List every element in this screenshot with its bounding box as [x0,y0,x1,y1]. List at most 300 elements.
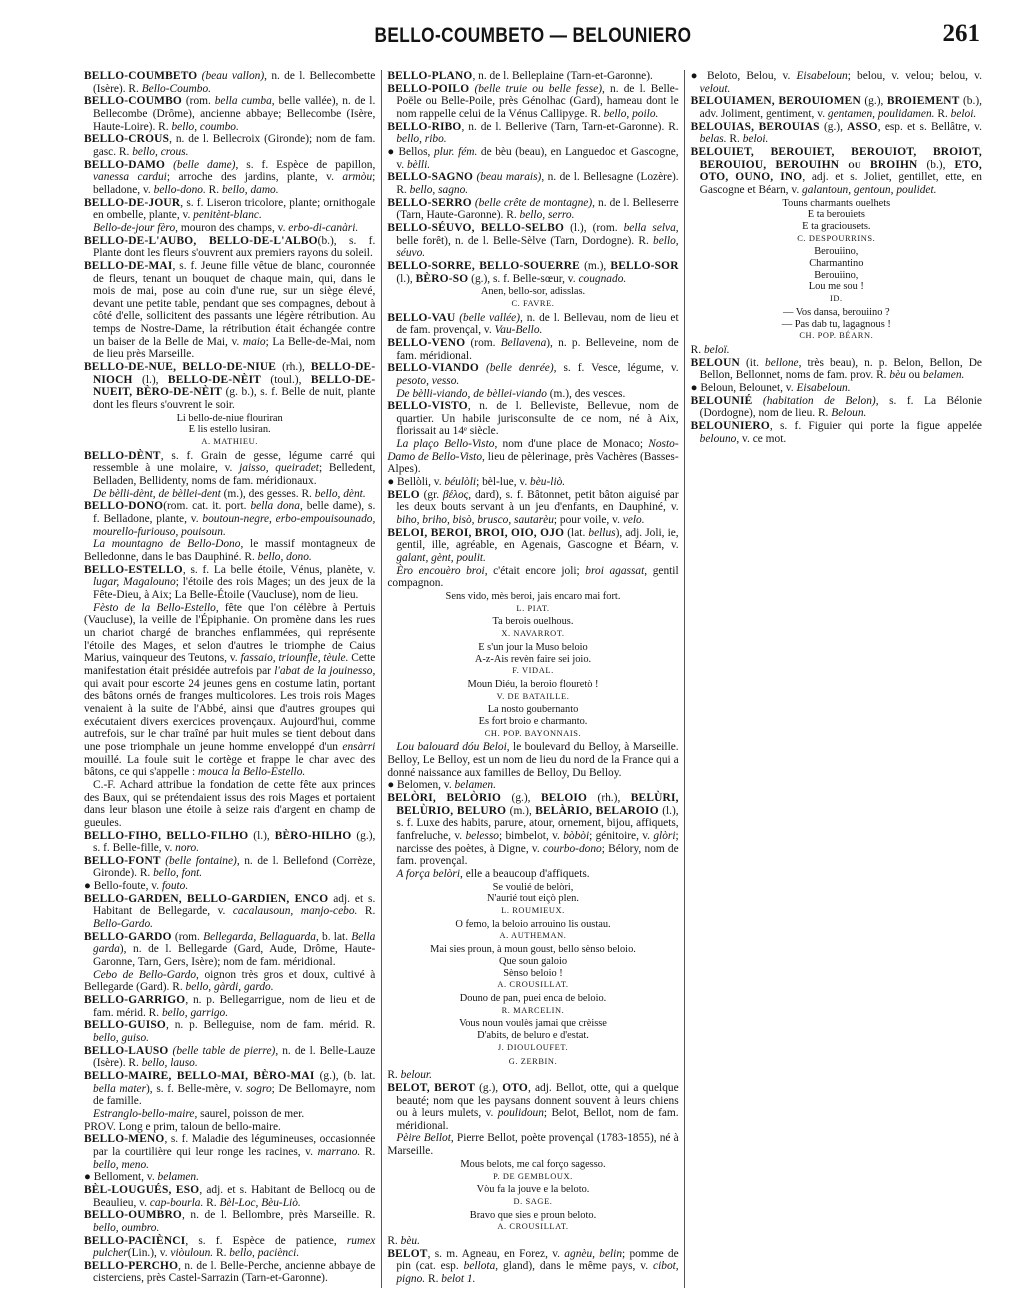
quotation-author: A. AUTHEMAN. [499,931,567,941]
text: ; bimbelot, v. [498,830,564,843]
italic-text: galant, gènt, poulit. [396,552,486,565]
italic-text: bello, poilo. [603,107,659,120]
headword: BELLO-GARRIGO [84,994,186,1007]
text: (m.), [579,259,611,272]
entry-c1-damo [84,159,375,197]
entry-c1-festo [84,602,375,779]
quotation-c3-q-piat [387,591,678,614]
text: ; arroche des jardins, plante, v. [166,171,343,184]
quotation-author: J. DIOULOUFET. [497,1042,569,1052]
text: Cette manifestation était présidée autrefois par [84,652,376,677]
headword: BELLO-GUISO [84,1019,166,1032]
quotation-author: L. ROUMIEUX. [501,906,565,916]
headword: BÈRO-HILHO [274,829,352,842]
quotation-line: Mous belots, me cal forço sagesso. [460,1158,606,1170]
italic-text: bella dona [250,500,300,513]
italic-text: cacalausoun, manjo-cebo. [232,905,358,918]
text: , s. f. Figuier qui porte la figue appelée [769,419,982,432]
italic-text: galantoun, gentoun, poulidet. [802,183,937,196]
italic-text: bello, dono. [257,551,312,564]
italic-text: (belle denrée) [478,362,554,375]
text: (l.), [248,829,275,842]
entry-c2-prov [84,1121,375,1134]
headword: BELÒRI, BELÒRIO [387,792,502,805]
text: ), s. f. Belle-mère, v. [146,1082,247,1095]
italic-text: La plaço Bello-Visto [396,438,495,451]
italic-text: bòbòi [563,830,590,843]
text: (m.), des gesses. R. [220,487,315,500]
text: , s. f. Espèce de patience, [185,1234,347,1247]
headword: BELOIO [540,792,588,805]
entry-c2-guiso [84,1019,375,1044]
text: , mouron des champs, v. [175,221,289,234]
entry-c1-mountagno [84,538,375,563]
text: R. [387,1069,401,1082]
quotation-line: Vous noun voulès jamai que crèisse [459,1018,607,1030]
text: , c'était encore joli; [484,564,586,577]
text: , n. de l. Belleviste, Bellevue, nom de quartier. Un habile jurisconsulte de ce nom, né à Aix, florissait au 14ᵉ siècle. [396,400,679,438]
quotation-c3-q-zerbin [387,1056,678,1068]
headword: BELLO-MENO [84,1133,165,1146]
text: , le massif montagneux de Belledonne, dans le bas Dauphiné. R. [84,538,376,564]
text: ; bèl-lue, v. [476,476,531,489]
text: R. [387,1235,401,1248]
text: , s. f. La belle étoile, Vénus, planète, v. [182,563,376,576]
headword: BELLO-PACIÈNCI [84,1234,186,1247]
text: (l.), [132,373,168,386]
entry-c1-crous [84,133,375,158]
quotation-author: V. DE BATAILLE. [496,691,570,701]
text: , adj. et s. Habitant de Bellocq ou de Beaulieu, v. [93,1183,376,1209]
italic-text: Èro encouèro broi [396,564,485,577]
italic-text: Beloun. [831,407,867,420]
entry-c1-coumbeto [84,70,375,95]
entry-c3-beloun [691,357,982,382]
entry-c3-pere-bellot [387,1132,678,1157]
entry-c3-belouniero [691,420,982,445]
italic-text: bèu [889,369,906,382]
italic-text: Bello-Coumbo. [141,82,212,95]
italic-text: bello-dono. [153,183,206,196]
italic-text: broi agassat [585,564,645,577]
text: , nom d'une place de Monaco; [494,438,649,451]
headword: BELLO-DE-JOUR [84,196,181,209]
italic-text: Bellavena [500,336,547,349]
text: , oignon très gros et doux, cultivé à Bellegarde (Gard). R. [84,968,376,994]
headword: BELLO-DAMO [84,158,166,171]
entry-c3-belot2 [387,1248,678,1286]
italic-text: vanessa cardui [93,171,167,184]
entry-c3-beloun2 [691,382,982,395]
quotation-line: Li bello-de-niue flouriran [176,412,283,424]
text: (rh.), [276,361,311,374]
page-number: 261 [942,20,980,47]
text: , n. de l. Belle-Poële ou Belle-Poile, près Génolhac (Gard), hameau dont le nom rappelle celui de la Vénus Callipyge. R. [396,82,679,120]
text: ● Beloun, Belounet, v. [690,381,797,394]
entry-c2-lougues [84,1184,375,1209]
quotation-line: Anen, bello-sor, adisslas. [480,286,586,298]
italic-text: bèu-liò. [530,476,566,489]
italic-text: bella selva [623,221,676,234]
quotation-line: — Pas dab tu, lagagnous ! [781,318,891,330]
text: (b.), [917,158,955,171]
text: , s. f. Maladie des légumineuses, occasionnée par la courtilière qui leur ronge les racines, v. [93,1133,376,1158]
italic-text: bèlli. [406,158,431,171]
headword: BELOUNIÉ [690,394,753,407]
entry-c2-oumbro [84,1209,375,1234]
italic-text: (habitation de Belon) [752,394,876,407]
text: , le boulevard du Belloy, à Marseille. Belloy, Le Belloy, est un nom de lieu du nord de la France qui a donné naissance aux familles de Belloy, Du Belloy. [387,741,679,779]
entry-c1-garden [84,893,375,931]
italic-text: (belle truie ou belle fesse) [469,82,602,95]
italic-text: bellota [463,1260,496,1273]
italic-text: penitènt-blanc. [193,209,262,222]
headword: BELLO-SOR [610,259,679,272]
text: R. [357,905,376,918]
entry-c1-achard [84,779,375,830]
italic-text: (belle dame) [165,158,236,171]
quotation-c3-q-bataille [387,679,678,702]
text: (rom. [465,336,501,349]
quotation-c3-q-dioulouffet [387,1018,678,1053]
italic-text: armòu [342,171,373,184]
text: , très beau), n. p. Belon, Bellon, De Bellon, Bellonnet, noms de fam. prov. R. [699,356,982,382]
text: , gland), dans le même pays, v. [495,1260,654,1273]
entry-c2-percho [84,1260,375,1285]
text: ; pomme de pin (cat. esp. [396,1247,679,1273]
text: , dard), s. f. Bâtonnet, petit bâton aiguisé par les deux bouts servant à un jeu d'enfants, en Dauphiné, v. [396,488,679,514]
italic-text: Bèl-Loc, Bèu-Liò. [219,1196,301,1209]
italic-text: Bello-de-jour fèro [93,221,176,234]
headword: BÈL-LOUGUÉS, ESO [84,1183,200,1196]
entry-c2-veno [387,337,678,362]
text: de bèu (beau), en Languedoc et Gascogne, v. [396,145,679,171]
text: , esp. et s. Bellâtre, v. [877,120,982,133]
italic-text: cougnado. [578,272,627,285]
italic-text: Lou balouard dóu Beloi [396,741,507,754]
italic-text: bello, lauso. [141,1057,198,1070]
italic-text: beloi. [742,133,769,146]
entry-c2-ero [387,565,678,590]
entry-c1-font [84,855,375,880]
text: R. [213,1247,230,1260]
quotation-line: Touns charmants ouelhets [782,197,891,209]
text: ; Belot, Bellot, nom de fam. méridional. [396,1107,679,1132]
quotation-line: Mai sies proun, à moun goust, bello sènso beloio. [430,944,636,956]
italic-text: (belle vallée) [455,311,521,324]
italic-text: courbo-dono [542,842,602,855]
text: (rom. [171,930,204,943]
entry-c1-estello [84,564,375,602]
headword: BELLO-LAUSO [84,1044,169,1057]
text: (g.), [475,1081,503,1094]
text: (Lin.), v. [127,1247,171,1260]
headword: BELLO-SERRO [387,196,472,209]
italic-text: biho, briho, bisò, brusco, sautarèu [396,514,554,527]
headword: BROIEMENT [886,95,960,108]
italic-text: bello, meno. [93,1158,149,1171]
italic-text: Pèire Bellot [396,1132,451,1145]
text: ; belou, v. velou; belou, v. [847,70,982,82]
quotation-author: A. CROUSILLAT. [497,1222,569,1232]
italic-text: belot 1. [441,1272,476,1285]
headword: BELLO-SAGNO [387,171,474,184]
entry-c2-poilo [387,83,678,121]
text: , n. de l. Bellecombette (Isère). R. [93,70,376,95]
italic-text: fassaio, triounfle, tèule. [240,652,349,665]
italic-text: belesso [465,830,499,843]
text: ), n. de l. Bellegarde (Gard, Aude, Drôme, Haute-Garonne, Tarn, Gers, Isère); nom de fam. méridional. [93,943,376,969]
headword: BELLO-RIBO [387,120,462,133]
entry-c2-pacienci [84,1235,375,1260]
italic-text: bellus [588,526,616,539]
running-title: BELLO-COUMBETO — BELOUNIERO [374,24,692,47]
entry-c3-belouiet [691,146,982,197]
italic-text: maio [242,335,266,348]
headword: BELOUNIERO [690,419,770,432]
italic-text: belamen. [454,779,496,792]
text: ), adj. Joli, ie, gentil, ille, agréable, en Agenais, Gascogne et Béarn, v. [396,526,679,552]
quotation-line: D'abits, de beluro e d'estat. [477,1030,589,1042]
italic-text: belamen. [922,369,965,382]
quotation-line: La nosto goubernanto [487,704,579,716]
italic-text: bello, coumbo. [171,120,239,133]
text: , adj. Bellot, otte, qui a quelque beauté; nom que les paysans donnent souvent à leurs chiens ou à leurs mulets, v. [396,1081,679,1120]
headword: BELOUIAS, BEROUIAS [690,120,820,133]
quotation-c3-q-sage [387,1184,678,1207]
italic-text: velo. [622,514,645,527]
quotation-line: A-z-Ais revèn faire sei joio. [474,653,592,665]
headword: BELO [387,488,420,501]
text: , n. de l. Bellesagne (Lozère). R. [396,171,679,196]
quotation-c3-q-vidal [387,642,678,677]
entry-c2-plano [387,70,678,83]
italic-text: De bèlli-dènt, de bèllei-dent [93,487,221,500]
dictionary-columns [84,70,982,1288]
quotation-line: Charmantino [809,258,864,270]
italic-text: La mountagno de Bello-Dono [93,538,241,551]
italic-text: Eisabeloun [796,70,848,82]
italic-text: bello, dènt. [314,487,366,500]
text: (g.), s. f. Belle-fille, v. [93,829,376,855]
entry-c3-belomen [387,779,678,792]
text: ● Bellos, [387,145,434,158]
italic-text: cap-bourla. [149,1196,204,1209]
quotation-line: Se voulié de belòri, [492,881,574,893]
text: , adj. et s. Joliet, gentillet, ette, en Gascogne et Béarn, v. [699,171,982,196]
italic-text: bello, crous. [132,145,189,158]
entry-c3-beloto [691,70,982,95]
italic-text: (beau vallon) [197,70,265,82]
quotation-author: G. ZERBIN. [508,1056,558,1066]
text: R. [360,1145,376,1158]
text: ; De Bellomayre, nom de famille. [93,1082,376,1108]
headword: BELLO-FONT [84,854,161,867]
text: , lieu de pèlerinage, près Vachères (Basses-Alpes). [387,450,679,476]
italic-text: bello, garrigo. [161,1006,229,1019]
italic-text: sogro [246,1082,272,1095]
text: (rh.), [587,792,631,805]
entry-c3-belot [387,1082,678,1133]
italic-text: belamen. [157,1171,199,1184]
text: , n. de l. Bellombre, près Marseille. R. [181,1209,376,1222]
text: , s. f. Espèce de papillon, [235,158,376,171]
text: , s. m. Agneau, en Forez, v. [427,1247,565,1260]
italic-text: belour. [400,1069,432,1082]
italic-text: bello, séuvo. [396,234,679,260]
headword: BELLO-FIHO, BELLO-FILHO [84,829,249,842]
quotation-c2-q-favre [387,286,678,309]
italic-text: glòri [653,830,676,843]
entry-c2-meno [84,1133,375,1171]
italic-text: bello, paciènci. [229,1247,300,1260]
quotation-author: A. MATHIEU. [201,437,258,447]
text: (b.), adv. Joliment, gentiment, v. [699,95,982,120]
italic-text: Bella garda [93,930,376,956]
italic-text: poulidoun [497,1107,544,1120]
italic-text: erbo-di-canàri. [288,221,359,234]
italic-text: De bèlli-viando, de bèllei-viando [396,387,547,400]
quotation-author: R. MARCELIN. [501,1005,565,1015]
entry-c2-estranglo [84,1108,375,1121]
text: R. [203,1196,220,1209]
entry-c1-coumbo [84,95,375,133]
quotation-line: Sènso beloio ! [503,967,563,979]
quotation-line: E ta graciousets. [802,220,871,232]
headword: BELLO-VISTO [387,400,468,413]
text: ; pour voile, v. [553,514,623,527]
text: ● Beloto, Belou, v. [690,70,797,82]
quotation-line: O femo, la beloio arrouino lis oustau. [455,918,611,930]
entry-c2-serro [387,197,678,222]
italic-text: Fèsto de la Bello-Estello [93,601,216,614]
text: , s. f. Jeune fille vêtue de blanc, couronnée de fleurs, tenant un bouquet de chaque main, qui, dans le mois de mai, pose au coin d'une rue, sur un siège élevé, devant une petite table, pendant que ses compagnes, debout à côté d'elle, sollicitent des passants une légère rétribution. Au temps de Nostre-Dame, la rétribution était échangée contre un baiser de la Belle de Mai, v. [93,259,376,348]
quotation-c1-q-mathieu [84,413,375,448]
italic-text: jaisso, queiradet [239,462,319,475]
entry-c3-a-forco [387,868,678,881]
headword: BELLO-GARDEN, BELLO-GARDIEN, ENCO [84,892,329,905]
text: , saurel, poisson de mer. [194,1107,305,1120]
text: , n. de l. Bellefond (Corrèze, Gironde). R. [93,854,376,880]
text: , belle vallée), n. de l. Bellecombe (Drôme), ancienne abbaye; Bellecombe (Isère, Haute-Loire). R. [93,95,376,133]
text: , n. p. Bellegarrigue, nom de lieu et de fam. mérid. R. [93,994,376,1019]
quotation-line: Vòu fa la jouve e la beloto. [476,1184,590,1196]
headword: BELLO-OUMBRO [84,1209,182,1222]
quotation-line: Berouiino, [814,269,859,281]
entry-c2-sorre [387,260,678,285]
text: ou [905,369,923,382]
italic-text: belas. [699,133,727,146]
quotation-line: E lis estello lusiran. [188,424,271,436]
entry-c1-foute [84,880,375,893]
text: (l.), [396,272,416,285]
quotation-c3-q-roumieux [387,882,678,917]
entry-c2-cebo [84,969,375,994]
text: , n. de l. Belleplaine (Tarn-et-Garonne). [472,70,653,82]
entry-c1-de-belli-dent [84,488,375,501]
text: (gr. [419,488,443,501]
quotation-c3-q-bearn [691,307,982,342]
headword: BELLO-VIANDO [387,362,479,375]
quotation-c3-q-marcelin [387,993,678,1016]
italic-text: bella mater [93,1082,147,1095]
headword: BELLO-COUMBO [84,95,182,108]
quotation-line: E ta berouiets [807,209,865,221]
headword: BELLO-SÉUVO, BELLO-SELBO [387,221,565,234]
text: , n. de l. Bellevau, nom de lieu et de fam. provençal, v. [396,311,679,337]
text: ; belladone, v. [93,171,376,196]
italic-text: boutoun-negre, erbo-empouisounado, mourello-furiouso, pouisoun. [93,513,376,538]
headword: BELOUIET, BEROUIET, BEROUIOT, BROIOT, BEROUIOU, BEROUIHN ou BROIHN [690,145,982,171]
text: ● Belloment, v. [84,1171,158,1184]
text: R. [425,1272,442,1285]
entry-c3-belouias [691,121,982,146]
quotation-line: Que soun galoio [498,955,568,967]
text: (b.), s. f. Plante dont les fleurs s'ouvrent aux premiers rayons du soleil. [93,234,376,260]
headword: BÈRO-SO [415,272,469,285]
entry-c3-belouiamen [691,95,982,120]
italic-text: bello, sagno. [409,183,469,196]
headword: BELÀRIO, BELAROIO [535,804,659,817]
headword: ASSO [847,120,878,133]
italic-text: bello, damo. [221,183,279,196]
text: (g.), (b. lat. [314,1069,376,1082]
text: , elle a beaucoup d'affiquets. [460,868,590,880]
italic-text: beloi. [950,107,977,120]
text: ; génitoire, v. [589,830,654,843]
italic-text: bello, font. [153,867,203,880]
text: R. [690,344,704,356]
italic-text: bello, serro. [519,209,575,222]
entry-c2-gardo [84,931,375,969]
quotation-line: — Vos dansa, berouiino ? [782,306,890,318]
italic-text: viòuloun. [170,1247,214,1260]
headword: BELLO-DE-L'AUBO, BELLO-DE-L'ALBO [84,234,318,247]
entry-c3-belounie [691,395,982,420]
entry-c2-lauso [84,1045,375,1070]
italic-text: bella cumba [214,95,272,108]
italic-text: βέλος [442,488,469,501]
headword: BELLO-DONO [84,500,164,513]
text: (rom. cat. it. port. [163,500,251,513]
quotation-author: CH. POP. BÉARN. [799,331,874,341]
italic-text: (belle crête de montagne) [471,196,593,209]
headword: ETO, OTO, OUNO, INO [699,158,982,184]
italic-text: lugar, Magalouno [93,576,176,589]
text: , n. de l. Belleserre (Tarn, Haute-Garonne). R. [396,196,679,222]
headword: BELLO-DE-MAI [84,259,173,272]
entry-c2-beloi [387,527,678,565]
text: ; La Belle-de-Mai, nom de lieu près Marseille. [93,335,376,361]
running-head [84,18,982,58]
text: R. [205,183,222,196]
headword: BELOI, BEROI, BROI, OIO, OJO [387,526,565,539]
text: , belle forêt), n. de l. Belle-Sèlve (Tarn, Dordogne). R. [396,221,679,247]
headword: BELLO-ESTELLO [84,563,183,576]
text: ● Belomen, v. [387,779,455,792]
headword: BELLO-DE-NIOCH [93,361,376,386]
entry-c1-de-l-aubo [84,235,375,260]
italic-text: bellone [765,356,799,369]
text: (g.), s. f. Belle-sœur, v. [468,272,579,285]
headword: BELLO-VENO [387,336,466,349]
headword: BELLO-POILO [387,82,470,95]
italic-text: (belle fontaine) [160,854,237,867]
entry-c2-bellos [387,146,678,171]
italic-text: Cebo de Bello-Gardo [93,968,197,981]
headword: BELLO-MAIRE, BELLO-MAI, BÈRO-MAI [84,1069,315,1082]
italic-text: pesoto, vesso. [396,374,460,387]
